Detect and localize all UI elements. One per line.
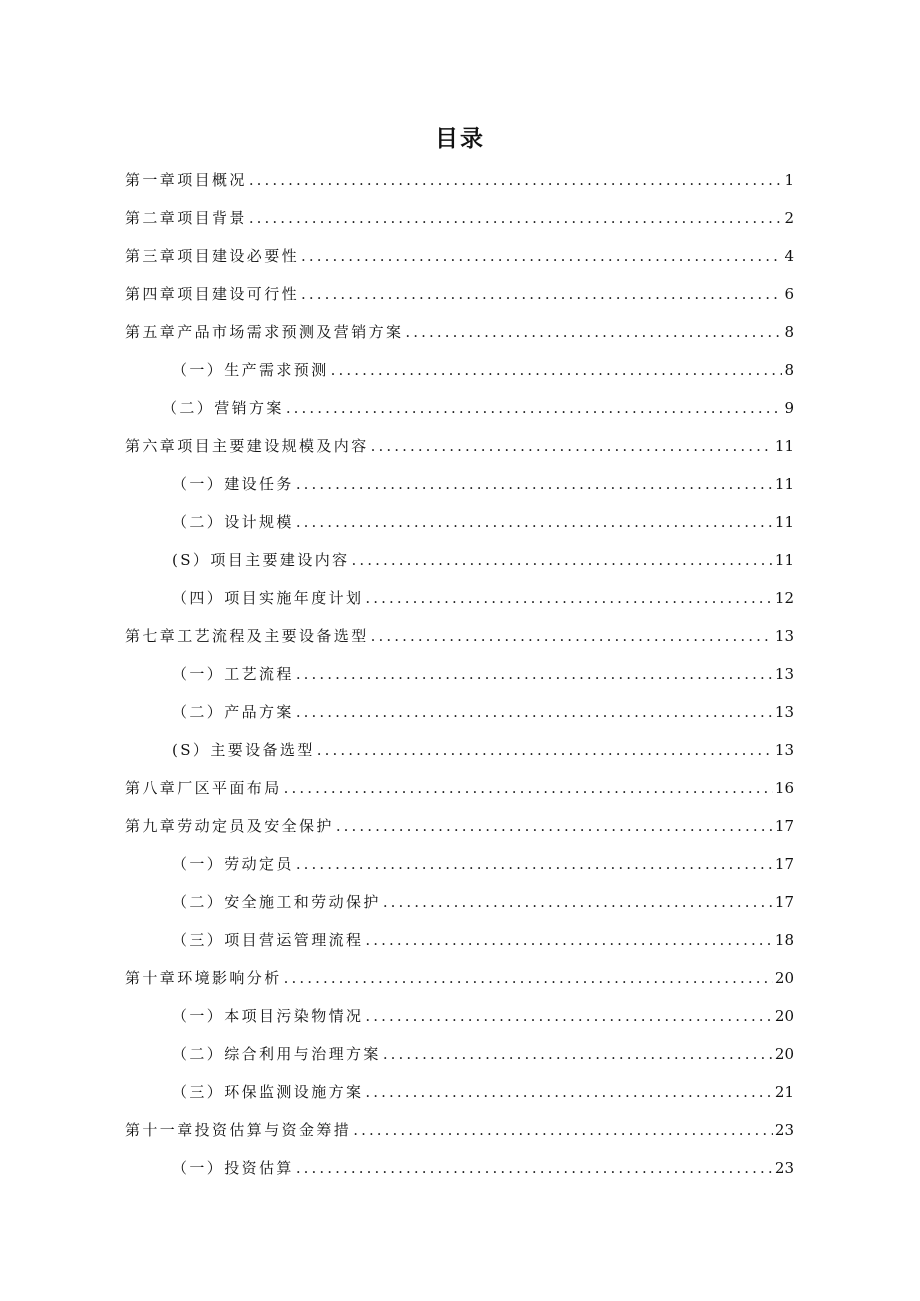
toc-entry-label: （一）工艺流程 (172, 665, 294, 683)
toc-entry-label: （二）设计规模 (172, 513, 294, 531)
toc-entry[interactable] (125, 239, 794, 277)
dot-leader (284, 961, 773, 995)
toc-entry-page-number: 13 (774, 627, 794, 645)
toc-entry-label: （二）综合利用与治理方案 (172, 1045, 381, 1063)
dot-leader (383, 1037, 773, 1071)
dot-leader (296, 505, 773, 539)
toc-entry-label: 第十章环境影响分析 (125, 969, 282, 987)
toc-entry[interactable] (125, 505, 794, 543)
toc-entry-label: 第三章项目建设必要性 (125, 247, 300, 265)
dot-leader (336, 809, 773, 843)
dot-leader (383, 885, 773, 919)
toc-entry[interactable] (125, 1151, 794, 1189)
dot-leader (405, 315, 782, 349)
dot-leader (365, 999, 773, 1033)
toc-entry-page-number: 20 (774, 1007, 794, 1025)
toc-entry[interactable] (125, 695, 794, 733)
toc-entry-page-number: 8 (784, 361, 794, 379)
toc-entry-label: （一）生产需求预测 (172, 361, 329, 379)
toc-entry-label: （四）项目实施年度计划 (172, 589, 364, 607)
toc-entry[interactable] (125, 315, 794, 353)
toc-entry[interactable] (125, 163, 794, 201)
toc-entry-page-number: 9 (784, 399, 794, 417)
toc-entry-label: 第十一章投资估算与资金筹措 (125, 1121, 352, 1139)
dot-leader (317, 733, 773, 767)
toc-entry[interactable] (125, 657, 794, 695)
toc-entry[interactable] (125, 847, 794, 885)
toc-entry-label: （二）营销方案 (162, 399, 284, 417)
toc-entry-page-number: 17 (774, 817, 794, 835)
toc-entry[interactable] (125, 999, 794, 1037)
toc-entry-page-number: 17 (774, 893, 794, 911)
toc-entry-page-number: 8 (784, 323, 794, 341)
dot-leader (249, 201, 782, 235)
toc-entry-page-number: 11 (774, 513, 794, 531)
toc-entry-label: （三）环保监测设施方案 (172, 1083, 364, 1101)
toc-entry-page-number: 11 (774, 437, 794, 455)
toc-entry-label: 第五章产品市场需求预测及营销方案 (125, 323, 404, 341)
toc-entry-label: （一）建设任务 (172, 475, 294, 493)
dot-leader (301, 239, 782, 273)
toc-entry[interactable] (125, 619, 794, 657)
toc-entry-label: （一）投资估算 (172, 1159, 294, 1177)
dot-leader (296, 467, 773, 501)
toc-entry[interactable] (125, 733, 794, 771)
toc-entry-label: 第二章项目背景 (125, 209, 247, 227)
dot-leader (296, 1151, 773, 1185)
dot-leader (371, 619, 773, 653)
toc-entry-page-number: 21 (774, 1083, 794, 1101)
toc-entry-label: （一）劳动定员 (172, 855, 294, 873)
toc-entry-label: 第四章项目建设可行性 (125, 285, 300, 303)
toc-entry[interactable] (125, 353, 794, 391)
dot-leader (249, 163, 782, 197)
toc-entry[interactable] (125, 961, 794, 999)
toc-entry-page-number: 17 (774, 855, 794, 873)
dot-leader (365, 581, 773, 615)
toc-entry[interactable] (125, 771, 794, 809)
toc-entry[interactable] (125, 581, 794, 619)
toc-entry[interactable] (125, 391, 794, 429)
toc-entry-page-number: 1 (784, 171, 794, 189)
toc-entry-page-number: 13 (774, 703, 794, 721)
toc-entry[interactable] (125, 809, 794, 847)
toc-entry-page-number: 16 (774, 779, 794, 797)
toc-entry-page-number: 4 (784, 247, 794, 265)
toc-entry[interactable] (125, 923, 794, 961)
toc-entry-page-number: 20 (774, 969, 794, 987)
toc-entry-page-number: 6 (784, 285, 794, 303)
toc-entry-label: 第七章工艺流程及主要设备选型 (125, 627, 369, 645)
dot-leader (296, 847, 773, 881)
toc-entry[interactable] (125, 1037, 794, 1075)
toc-entry[interactable] (125, 543, 794, 581)
toc-entry-label: （三）项目营运管理流程 (172, 931, 364, 949)
toc-entry-page-number: 23 (774, 1159, 794, 1177)
dot-leader (296, 695, 773, 729)
dot-leader (296, 657, 773, 691)
toc-entry-label: 第八章厂区平面布局 (125, 779, 282, 797)
toc-entry-label: 第一章项目概况 (125, 171, 247, 189)
toc-entry[interactable] (125, 429, 794, 467)
toc-entry-page-number: 11 (774, 551, 794, 569)
toc-entry-page-number: 13 (774, 665, 794, 683)
toc-entry-label: （二）产品方案 (172, 703, 294, 721)
toc-entry-page-number: 23 (774, 1121, 794, 1139)
toc-entry-page-number: 13 (774, 741, 794, 759)
dot-leader (284, 771, 773, 805)
toc-entry-page-number: 11 (774, 475, 794, 493)
toc-entry-page-number: 18 (774, 931, 794, 949)
toc-entry[interactable] (125, 277, 794, 315)
toc-entry-label: （二）安全施工和劳动保护 (172, 893, 381, 911)
toc-entry-page-number: 20 (774, 1045, 794, 1063)
toc-entry-page-number: 2 (784, 209, 794, 227)
dot-leader (371, 429, 773, 463)
toc-entry-label: (S）主要设备选型 (172, 741, 315, 759)
toc-entry-label: 第九章劳动定员及安全保护 (125, 817, 334, 835)
dot-leader (301, 277, 782, 311)
toc-entry[interactable] (125, 1075, 794, 1113)
page-title: 目录 (435, 126, 485, 152)
toc-entry-label: 第六章项目主要建设规模及内容 (125, 437, 369, 455)
dot-leader (365, 1075, 773, 1109)
dot-leader (365, 923, 773, 957)
dot-leader (286, 391, 782, 425)
toc-entry[interactable] (125, 201, 794, 239)
dot-leader (352, 543, 773, 577)
table-of-contents (125, 163, 794, 1189)
toc-entry-page-number: 12 (774, 589, 794, 607)
toc-entry[interactable] (125, 885, 794, 923)
toc-entry-label: （一）本项目污染物情况 (172, 1007, 364, 1025)
dot-leader (331, 353, 782, 387)
toc-entry-label: (S）项目主要建设内容 (172, 551, 350, 569)
toc-entry[interactable] (125, 467, 794, 505)
dot-leader (353, 1113, 773, 1147)
toc-entry[interactable] (125, 1113, 794, 1151)
